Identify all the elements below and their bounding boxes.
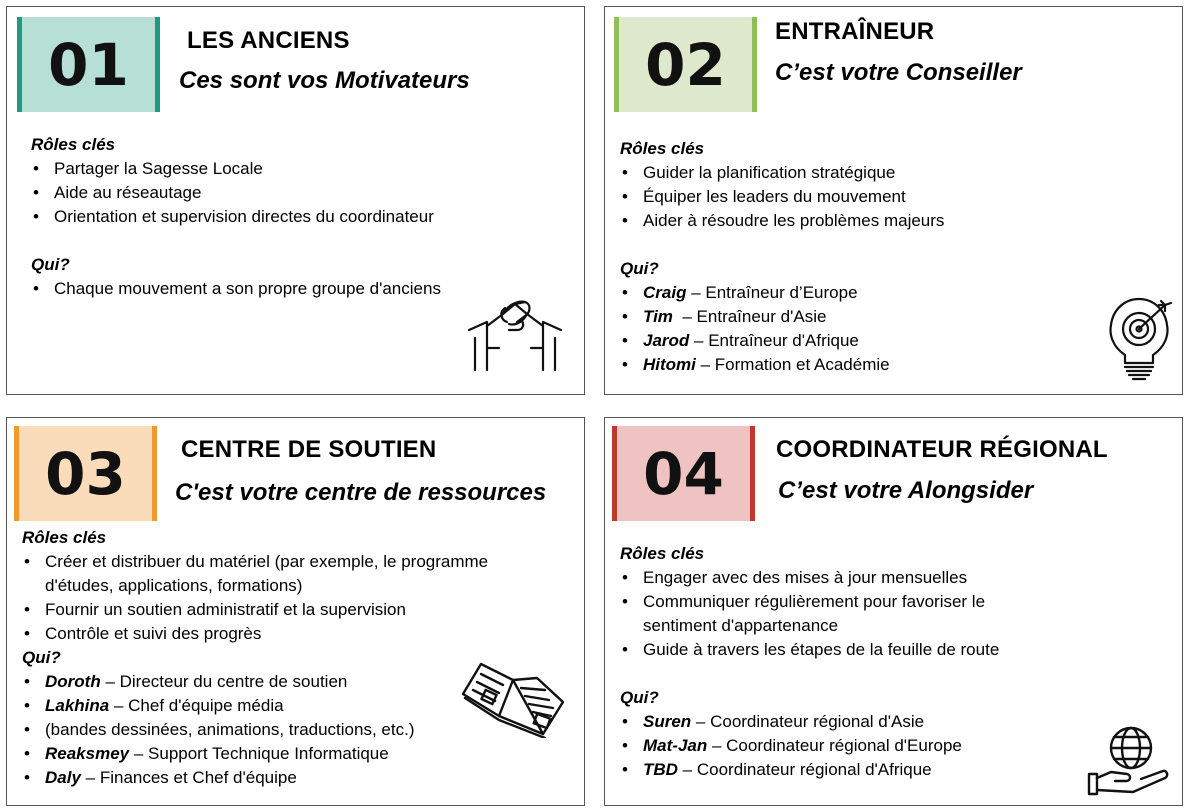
handshake-icon	[465, 292, 565, 372]
lightbulb-target-icon	[1105, 291, 1175, 387]
card-title: COORDINATEUR RÉGIONAL	[776, 436, 1108, 463]
card-subtitle: C’est votre Conseiller	[775, 59, 1022, 86]
card-number: 04	[612, 426, 755, 521]
list-item	[620, 758, 1090, 782]
roles-heading: Rôles clés	[620, 544, 705, 563]
list-item: • Aide au réseautage	[31, 181, 451, 205]
roles-list	[620, 566, 1090, 662]
who-name: Craig	[643, 283, 687, 302]
list-item: • Aider à résoudre les problèmes majeurs	[620, 209, 1090, 233]
card-coordinateur-regional	[604, 417, 1183, 806]
who-list	[620, 281, 1090, 377]
who-name: Tim	[643, 307, 673, 326]
who-desc: – Support Technique Informatique	[129, 744, 389, 763]
card-body	[620, 542, 1090, 782]
card-title: CENTRE DE SOUTIEN	[181, 436, 437, 463]
who-name: Daly	[45, 768, 81, 787]
who-list	[31, 277, 451, 301]
who-name: TBD	[643, 760, 678, 779]
who-name: Jarod	[643, 331, 690, 350]
card-title: LES ANCIENS	[187, 27, 350, 54]
who-desc: – Entraîneur d'Afrique	[689, 331, 859, 350]
who-name: Suren	[643, 712, 692, 731]
card-centre-de-soutien	[6, 417, 585, 806]
card-les-anciens	[6, 6, 585, 395]
list-item	[620, 734, 1090, 758]
list-item	[620, 710, 1090, 734]
list-item	[31, 277, 451, 301]
list-item	[620, 281, 1090, 305]
list-item: • Guider la planification stratégique	[620, 161, 1090, 185]
card-subtitle: Ces sont vos Motivateurs	[179, 67, 470, 94]
who-name: Reaksmey	[45, 744, 130, 763]
roles-list	[620, 161, 1090, 233]
card-number: 01	[17, 17, 160, 112]
roles-heading: Rôles clés	[22, 528, 107, 547]
who-name: Lakhina	[45, 696, 110, 715]
globe-in-hand-icon	[1085, 724, 1175, 796]
who-desc: – Coordinateur régional d'Afrique	[677, 760, 932, 779]
roles-heading: Rôles clés	[620, 139, 705, 158]
list-item: • Contrôle et suivi des progrès	[22, 622, 552, 646]
roles-heading: Rôles clés	[31, 135, 116, 154]
who-desc: – Chef d'équipe média	[109, 696, 284, 715]
who-desc: – Finances et Chef d'équipe	[80, 768, 297, 787]
list-item: • Engager avec des mises à jour mensuelles	[620, 566, 1090, 590]
who-desc: – Entraîneur d'Asie	[672, 307, 827, 326]
list-item	[22, 742, 552, 766]
who-name: Doroth	[45, 672, 101, 691]
who-heading: Qui?	[22, 648, 61, 667]
who-desc: – Formation et Académie	[695, 355, 890, 374]
who-desc: – Coordinateur régional d'Europe	[707, 736, 962, 755]
card-subtitle: C’est votre Alongsider	[778, 477, 1034, 504]
list-item: • Fournir un soutien administratif et la supervision	[22, 598, 552, 622]
who-desc: Chaque mouvement a son propre groupe d'anciens	[54, 279, 441, 298]
list-item	[620, 353, 1090, 377]
card-subtitle: C'est votre centre de ressources	[175, 479, 547, 506]
list-item	[22, 766, 552, 790]
who-desc: – Coordinateur régional d'Asie	[691, 712, 925, 731]
roles-list	[31, 157, 451, 229]
list-item: • Communiquer régulièrement pour favoriser le sentiment d'appartenance	[620, 590, 1050, 638]
list-item: • Orientation et supervision directes du coordinateur	[31, 205, 451, 229]
who-desc: – Entraîneur d’Europe	[686, 283, 858, 302]
card-number: 02	[614, 17, 757, 112]
list-item: • Guide à travers les étapes de la feuille de route	[620, 638, 1090, 662]
who-name: Mat-Jan	[643, 736, 708, 755]
card-title: ENTRAÎNEUR	[775, 18, 935, 45]
card-body	[31, 133, 451, 301]
list-item	[620, 305, 1090, 329]
list-item: • Créer et distribuer du matériel (par exemple, le programme d'études, applications, formations)	[22, 550, 522, 598]
who-heading: Qui?	[31, 255, 70, 274]
list-item: • Équiper les leaders du mouvement	[620, 185, 1090, 209]
list-item	[620, 329, 1090, 353]
who-desc: – Directeur du centre de soutien	[100, 672, 348, 691]
card-body	[620, 137, 1090, 377]
card-number: 03	[14, 426, 157, 521]
card-entraineur	[604, 6, 1183, 395]
list-item: • Partager la Sagesse Locale	[31, 157, 451, 181]
who-desc: (bandes dessinées, animations, traductions, etc.)	[45, 720, 415, 739]
roles-list	[22, 550, 552, 646]
who-heading: Qui?	[620, 259, 659, 278]
open-book-icon	[459, 658, 569, 738]
who-list	[620, 710, 1090, 782]
who-name: Hitomi	[643, 355, 696, 374]
who-heading: Qui?	[620, 688, 659, 707]
